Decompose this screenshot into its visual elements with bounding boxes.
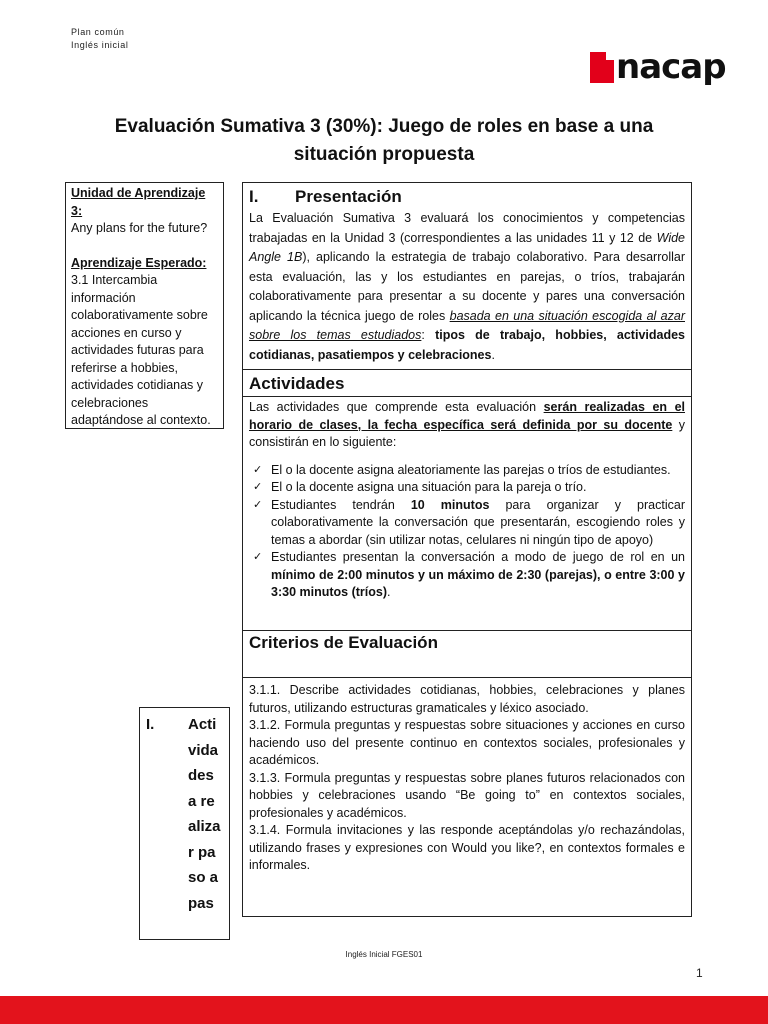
footer-red-bar bbox=[0, 996, 768, 1024]
page-title bbox=[60, 113, 708, 169]
activity-box-text: Actividades a realizar paso a pas bbox=[188, 716, 221, 912]
presentation-text-1: La Evaluación Sumativa 3 evaluará los conocimientos y competencias trabajadas en la Unidad 3 (correspondientes a las unidades 11 y 12 de bbox=[249, 211, 685, 245]
page-number: 1 bbox=[696, 966, 703, 980]
list-item: ✓ El o la docente asigna aleatoriamente las parejas o tríos de estudiantes. bbox=[249, 462, 685, 480]
header-line-1: Plan común bbox=[71, 27, 125, 37]
presentation-topics: tipos de trabajo, hobbies, actividades cotidianas, pasatiempos y celebraciones bbox=[249, 328, 685, 362]
activities-intro-bold: serán realizadas en el horario de clases, la fecha específica será definida por su docente bbox=[249, 400, 685, 432]
criterion-3: 3.1.3. Formula preguntas y respuestas sobre planes futuros relacionados con hobbies y celebraciones usando “Be going to” en contextos sociales, profesionales y académicos. bbox=[249, 770, 685, 820]
presentation-underlined-text: basada en una situación escogida al azar sobre los temas estudiados bbox=[249, 308, 685, 342]
activities-step-box bbox=[139, 707, 230, 940]
list-item: ✓ Estudiantes tendrán 10 minutos para organizar y practicar colaborativamente la conversación que presentarán, escogiendo roles y temas a abordar (sin utilizar notas, celulares ni ningún tipo de apoyo) bbox=[253, 497, 685, 547]
presentation-text-2: ), aplicando la estrategia de trabajo colaborativo. Para desarrollar esta evaluación, las y los estudiantes en parejas, o tríos, trabajarán colaborativamente para presentar a su docente y pares una conversación aplicando la técnica juego de roles bbox=[249, 250, 686, 323]
criteria-list bbox=[243, 678, 691, 875]
logo-text: nacap bbox=[616, 47, 726, 87]
presentation-colon: : bbox=[421, 328, 436, 342]
expected-learning-text: 3.1 Intercambia información colaborativamente sobre acciones en curso y actividades futuras para referirse a hobbies, actividades cotidianas y celebraciones adaptándose al contexto. bbox=[71, 273, 211, 427]
activities-section bbox=[243, 370, 691, 630]
book-title: Wide Angle 1B bbox=[249, 230, 685, 264]
activities-intro-text: Las actividades que comprende esta evaluación bbox=[249, 400, 544, 414]
main-content-table bbox=[242, 182, 692, 917]
activities-title: Actividades bbox=[249, 374, 345, 393]
header-line-2: Inglés inicial bbox=[71, 40, 129, 50]
title-line-2: situación propuesta bbox=[293, 144, 475, 165]
presentation-title: Presentación bbox=[295, 187, 402, 206]
criteria-title: Criterios de Evaluación bbox=[249, 633, 438, 652]
list-item: ✓ Estudiantes presentan la conversación a modo de juego de rol en un mínimo de 2:00 minutos y un máximo de 2:30 (parejas), o entre 3:00 y 3:30 minutos (tríos). bbox=[253, 550, 685, 599]
activities-intro-end: y consistirán en lo siguiente: bbox=[249, 417, 685, 449]
check-icon: ✓ bbox=[253, 498, 263, 511]
activities-intro bbox=[243, 397, 691, 452]
presentation-heading bbox=[243, 183, 691, 209]
unit-name: Any plans for the future? bbox=[71, 221, 208, 235]
unit-label: Unidad de Aprendizaje 3: bbox=[71, 186, 206, 218]
criterion-2: 3.1.2. Formula preguntas y respuestas sobre situaciones y acciones en curso haciendo uso del presente continuo en contextos sociales, profesionales y académicos. bbox=[249, 718, 685, 767]
footer-text: Inglés Inicial FGES01 bbox=[345, 950, 423, 959]
learning-unit-box bbox=[65, 182, 224, 429]
check-icon: ✓ bbox=[253, 463, 263, 476]
document-header bbox=[71, 26, 128, 52]
presentation-section bbox=[243, 183, 691, 369]
activities-list bbox=[243, 462, 691, 602]
activity-box-numeral: I. bbox=[146, 716, 155, 733]
logo-mark-icon bbox=[590, 52, 614, 83]
presentation-paragraph bbox=[243, 209, 691, 365]
presentation-numeral: I. bbox=[249, 187, 259, 206]
expected-learning-label: Aprendizaje Esperado: bbox=[71, 255, 207, 270]
criterion-1: 3.1.1. Describe actividades cotidianas, hobbies, celebraciones y planes futuros, utilizando estructuras gramaticales y léxico asociado. bbox=[249, 683, 685, 715]
list-item: ✓ El o la docente asigna una situación para la pareja o trío. bbox=[249, 479, 685, 497]
inacap-logo bbox=[590, 46, 726, 88]
check-icon: ✓ bbox=[253, 481, 263, 493]
criterion-4: 3.1.4. Formula invitaciones y las responde aceptándolas y/o rechazándolas, utilizando frases y expresiones con Would you like?, en contextos formales e informales. bbox=[249, 823, 685, 872]
title-line-1: Evaluación Sumativa 3 (30%): Juego de roles en base a una bbox=[114, 116, 654, 137]
presentation-end: . bbox=[491, 347, 495, 362]
check-icon: ✓ bbox=[253, 551, 263, 563]
